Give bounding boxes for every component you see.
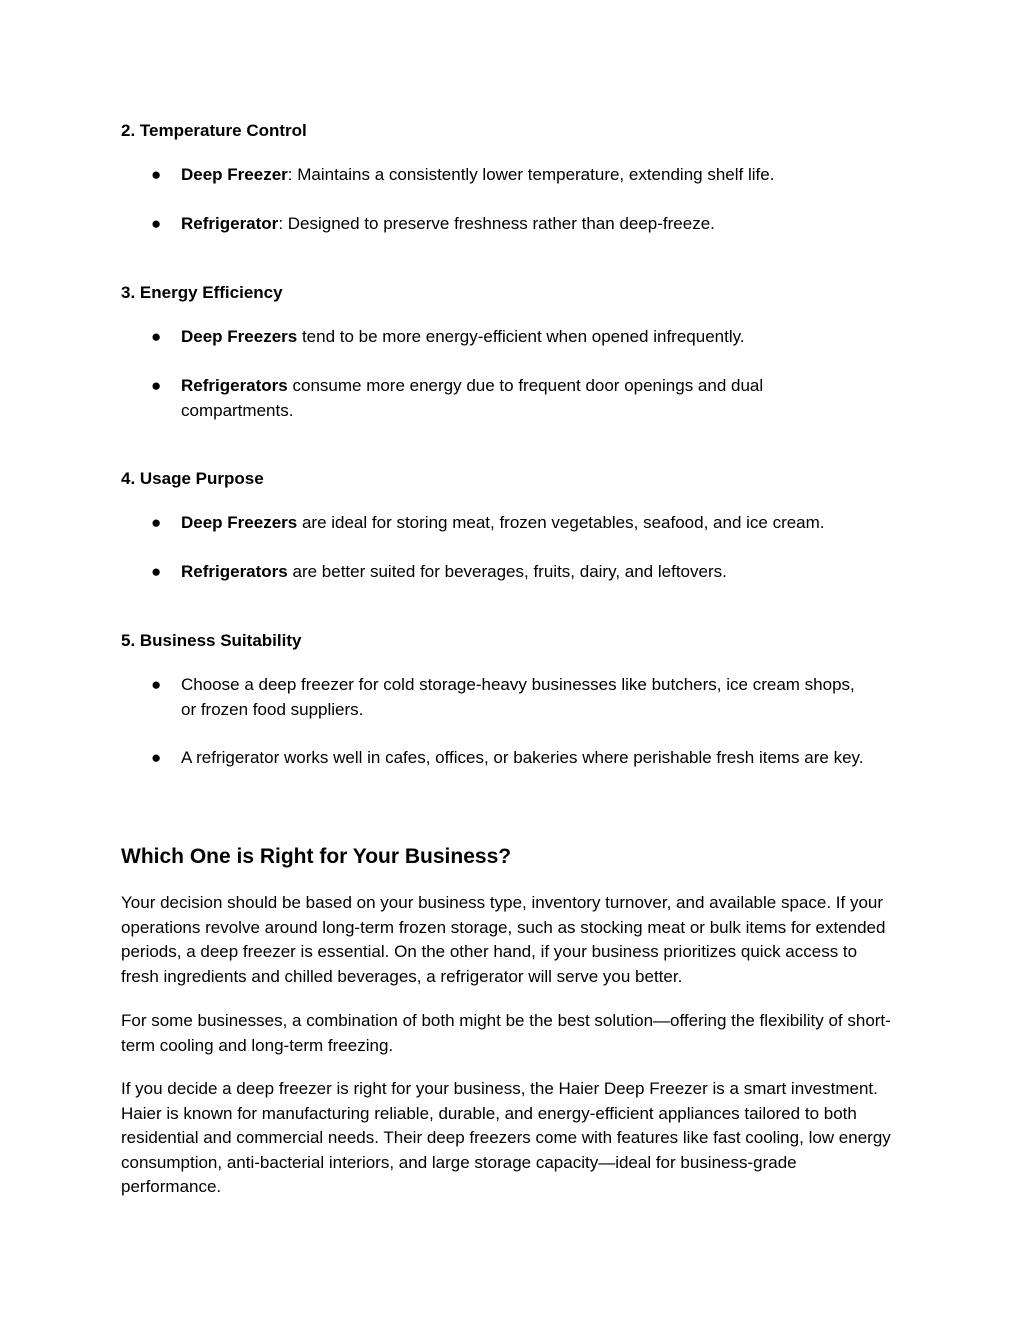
bullet-text: : Maintains a consistently lower temperature, extending shelf life. xyxy=(287,165,775,184)
bullet-bold-term: Refrigerators xyxy=(181,376,288,395)
bullet-bold-term: Deep Freezers xyxy=(181,513,298,532)
main-heading: Which One is Right for Your Business? xyxy=(121,845,512,868)
bullet-icon: ● xyxy=(151,214,162,233)
bullet-text: are ideal for storing meat, frozen vegetables, seafood, and ice cream. xyxy=(297,513,825,532)
bullet-text: consume more energy due to frequent door openings and dual compartments. xyxy=(181,376,764,420)
bullet-bold-term: Deep Freezers xyxy=(181,327,298,346)
bullet-icon: ● xyxy=(151,562,162,581)
list-item xyxy=(121,374,911,423)
section-heading-usage-purpose: 4. Usage Purpose xyxy=(121,469,264,488)
bullet-text: are better suited for beverages, fruits, dairy, and leftovers. xyxy=(287,562,727,581)
list-item xyxy=(121,560,911,585)
bullet-icon: ● xyxy=(151,165,162,184)
list-item xyxy=(121,673,911,722)
section-heading-business-suitability: 5. Business Suitability xyxy=(121,631,302,650)
bullet-icon: ● xyxy=(151,748,162,767)
bullet-bold-term: Refrigerators xyxy=(181,562,288,581)
bullet-icon: ● xyxy=(151,327,162,346)
section-heading-energy-efficiency: 3. Energy Efficiency xyxy=(121,283,283,302)
paragraph-combination: For some businesses, a combination of both might be the best solution—offering the flexibility of short-term cooling and long-term freezing. xyxy=(121,1011,891,1055)
bullet-bold-term: Deep Freezer xyxy=(181,165,288,184)
bullet-icon: ● xyxy=(151,513,162,532)
paragraph-haier: If you decide a deep freezer is right for your business, the Haier Deep Freezer is a smart investment. Haier is known for manufacturing reliable, durable, and energy-efficient appliances tailored to both residential and commercial needs. Their deep freezers come with features like fast cooling, low energy consumption, anti-bacterial interiors, and large storage capacity—ideal for business-grade performance. xyxy=(121,1079,891,1196)
section-heading-temperature-control: 2. Temperature Control xyxy=(121,121,307,140)
list-item xyxy=(121,746,911,771)
list-item xyxy=(121,511,911,536)
bullet-text: tend to be more energy-efficient when opened infrequently. xyxy=(297,327,745,346)
list-item xyxy=(121,163,911,188)
bullet-text: A refrigerator works well in cafes, offices, or bakeries where perishable fresh items are key. xyxy=(181,748,864,767)
list-item xyxy=(121,212,911,237)
bullet-icon: ● xyxy=(151,376,162,395)
bullet-icon: ● xyxy=(151,675,162,694)
bullet-text: Choose a deep freezer for cold storage-heavy businesses like butchers, ice cream shops, or frozen food suppliers. xyxy=(181,675,855,719)
paragraph-decision: Your decision should be based on your business type, inventory turnover, and available space. If your operations revolve around long-term frozen storage, such as stocking meat or bulk items for extended periods, a deep freezer is essential. On the other hand, if your business prioritizes quick access to fresh ingredients and chilled beverages, a refrigerator will serve you better. xyxy=(121,893,886,986)
bullet-text: : Designed to preserve freshness rather than deep-freeze. xyxy=(278,214,715,233)
list-item xyxy=(121,325,911,350)
bullet-bold-term: Refrigerator xyxy=(181,214,279,233)
